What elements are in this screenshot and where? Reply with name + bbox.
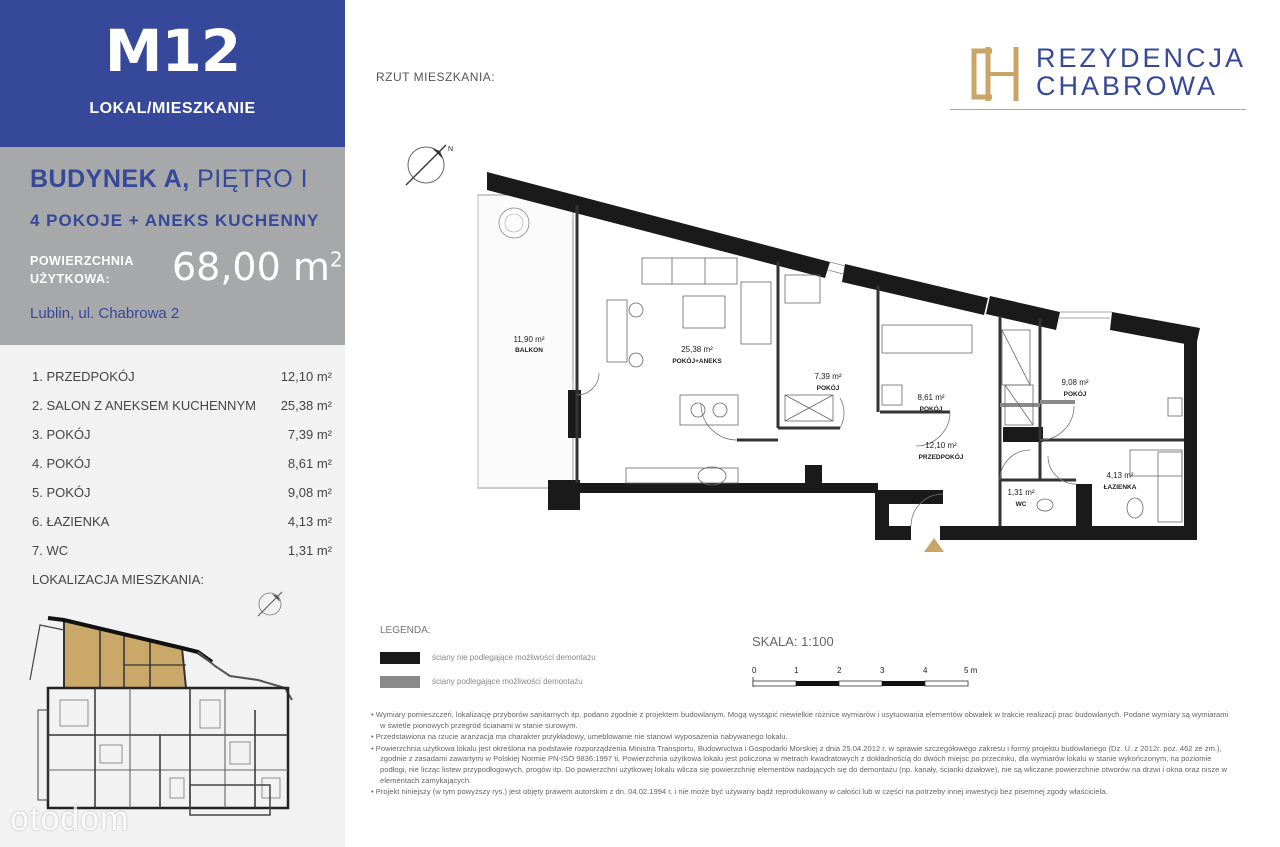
area-exponent: 2	[329, 247, 343, 272]
north-compass-icon	[258, 592, 282, 616]
plan-title: RZUT MIESZKANIA:	[376, 70, 496, 84]
windows	[573, 220, 1112, 380]
hall-area: 12,10 m²	[925, 441, 957, 450]
floor-label: PIĘTRO I	[197, 165, 309, 193]
logo-line2: CHABROWA	[1036, 71, 1219, 101]
building-name: BUDYNEK A,	[30, 165, 190, 193]
room-row	[32, 427, 332, 456]
room-area: 12,10 m²	[280, 369, 332, 384]
note-text: Wymiary pomieszczeń, lokalizację przyborów sanitarnych itp. podano zgodnie z projektem budowlanym. Mogą wystąpić niewielkie różnice wymiarów i usytuowania elementów obwałek w trakcie realizacji prac budowlanych. Podane wymiary są wymiarami w świetle pionowych przegród ścianami w stanie surowym.	[375, 710, 1229, 730]
monogram-icon	[962, 43, 1024, 105]
room-name: 4. POKÓJ	[32, 456, 91, 471]
area-label-line1: POWIERZCHNIA	[30, 254, 134, 268]
furniture	[607, 258, 1182, 522]
scale-label: SKALA: 1:100	[752, 634, 834, 649]
balcony-area: 11,90 m²	[513, 335, 545, 344]
legend-text: ściany nie podlegające możliwości demontażu	[432, 653, 596, 663]
rooms-summary: 4 POKOJE + ANEKS KUCHENNY	[30, 211, 320, 230]
watermark: otodom	[10, 800, 130, 838]
legend-title: LEGENDA:	[380, 625, 431, 636]
room3-area: 7,39 m²	[814, 372, 842, 381]
note-text: Projekt niniejszy (w tym powyższy rys.) jest objęty prawem autorskim z dn. 04.02.1994 r. i nie może być używany bądź reprodukowany w całości lub w części na potrzeby innej inwestycji bez pisemnej zgody właściciela.	[375, 787, 1108, 797]
room-row	[32, 514, 332, 543]
room-row	[32, 369, 332, 398]
north-compass-icon	[406, 145, 453, 185]
room-row	[32, 543, 332, 572]
scale-tick: 2	[837, 666, 842, 675]
scale-tick: 0	[752, 666, 757, 675]
scale-tick: 3	[880, 666, 885, 675]
room-name: 1. PRZEDPOKÓJ	[32, 369, 135, 384]
room-area: 25,38 m²	[280, 398, 332, 413]
scale-tick: 4	[923, 666, 928, 675]
note-text: Przedstawiona na rzucie aranżacja ma charakter przykładowy, umeblowanie nie stanowi wyposażenia nabywanego lokalu.	[375, 732, 788, 742]
notes	[370, 710, 1230, 799]
bath-area: 4,13 m²	[1106, 471, 1134, 480]
area-number: 68,00 m	[172, 245, 330, 289]
removable-walls	[1000, 402, 1075, 405]
wc-label: WC	[1015, 501, 1027, 508]
room-name: 7. WC	[32, 543, 69, 558]
salon-area: 25,38 m²	[681, 345, 713, 354]
floor-plan	[370, 135, 1210, 555]
room-name: 6. ŁAZIENKA	[32, 514, 110, 529]
room-area: 8,61 m²	[287, 456, 332, 471]
room4-label: POKÓJ	[919, 406, 943, 413]
room-area: 7,39 m²	[287, 427, 332, 442]
legend-swatch-fixed	[380, 652, 420, 664]
logo-underline	[950, 109, 1246, 110]
legend-swatch-removable	[380, 676, 420, 688]
scale-tick: 1	[794, 666, 799, 675]
unit-code: M12	[104, 17, 241, 85]
room4-area: 8,61 m²	[917, 393, 945, 402]
bath-label: ŁAZIENKA	[1103, 484, 1137, 491]
room-row	[32, 485, 332, 514]
area-label-line2: UŻYTKOWA:	[30, 272, 111, 286]
room-name: 3. POKÓJ	[32, 427, 91, 442]
brand-logo	[950, 33, 1250, 111]
unit-header	[0, 0, 345, 147]
note-item: • Przedstawiona na rzucie aranżacja ma charakter przykładowy, umeblowanie nie stanowi wyposażenia nabywanego lokalu.	[371, 732, 788, 742]
area-label	[30, 252, 170, 288]
unit-info	[0, 147, 345, 345]
area-value	[172, 245, 343, 289]
note-text: Powierzchnia użytkowa lokalu jest określona na podstawie rozporządzenia Ministra Transportu, Budownictwa i Gospodarki Morskiej z dnia 25.04.2012 r. w sprawie szczegółowego zakresu i formy projektu budowlanego (Dz. U. z 2012r. poz. 462 ze zm.), zgodnie z zasadami zawartymi w Polskiej Normie PN-ISO 9836:1997 ti. Powierzchnia użytkowa lokalu jest policzona w metrach kwadratowych z dokładnością do dwóch miejsc po przecinku, dla wymiarów lokalu w stanie wykończonym, na poziomie podłogi, nie licząc listew przypodłogowych, progów itp. Do powierzchni użytkowej lokalu wlicza się powierzchnię elementów nadających się do demontażu (np. kanały, ścianki działowe), nie są wliczane powierzchnie otworów na drzwi i okna oraz nisze w elementach zamykających.	[375, 743, 1227, 785]
highlighted-unit	[64, 620, 186, 688]
building-floor	[30, 165, 308, 194]
room5-label: POKÓJ	[1063, 391, 1087, 398]
room-area: 4,13 m²	[287, 514, 332, 529]
room-name: 5. POKÓJ	[32, 485, 91, 500]
unit-type: LOKAL/MIESZKANIE	[89, 100, 256, 117]
address: Lublin, ul. Chabrowa 2	[30, 305, 180, 322]
entrance-marker	[924, 538, 944, 552]
room-area: 1,31 m²	[287, 543, 332, 558]
location-title: LOKALIZACJA MIESZKANIA:	[32, 572, 204, 587]
svg-text:N: N	[448, 146, 454, 153]
balcony-label: BALKON	[515, 347, 543, 354]
wc-area: 1,31 m²	[1007, 488, 1035, 497]
scale-tick: 5 m	[964, 666, 978, 675]
legend-text: ściany podlegające możliwości demontażu	[432, 677, 583, 687]
left-panel	[0, 0, 345, 847]
room3-label: POKÓJ	[816, 385, 840, 392]
salon-label: POKÓJ+ANEKS	[672, 358, 722, 365]
room-list	[32, 369, 332, 572]
room-area: 9,08 m²	[287, 485, 332, 500]
legend-item-fixed	[380, 652, 596, 664]
room5-area: 9,08 m²	[1061, 378, 1089, 387]
note-item: • Projekt niniejszy (w tym powyższy rys.) jest objęty prawem autorskim z dn. 04.02.1994 r. i nie może być używany bądź reprodukowany w całości lub w części na potrzeby innej inwestycji bez pisemnej zgody właściciela.	[371, 787, 1108, 797]
note-item: • Powierzchnia użytkowa lokalu jest określona na podstawie rozporządzenia Ministra Transportu, Budownictwa i Gospodarki Morskiej z dnia 25.04.2012 r. w sprawie szczegółowego zakresu i formy projektu budowlanego (Dz. U. z 2012r. poz. 462 ze zm.), zgodnie z zasadami zawartymi w Polskiej Normie PN-ISO 9836:1997 ti. Powierzchnia użytkowa lokalu jest policzona w metrach kwadratowych z dokładnością do dwóch miejsc po przecinku, dla wymiarów lokalu w stanie wykończonym, na poziomie podłogi, nie licząc listew przypodłogowych, progów itp. Do powierzchni użytkowej lokalu wlicza się powierzchnię elementów nadających się do demontażu (np. kanały, ścianki działowe), nie są wliczane powierzchnie otworów na drzwi i okna oraz nisze w elementach zamykających.	[371, 743, 1227, 785]
exterior-walls	[487, 172, 1200, 540]
room-row	[32, 456, 332, 485]
room-row	[32, 398, 332, 427]
note-item: • Wymiary pomieszczeń, lokalizację przyborów sanitarnych itp. podano zgodnie z projektem budowlanym. Mogą wystąpić niewielkie różnice wymiarów i usytuowania elementów obwałek w trakcie realizacji prac budowlanych. Podane wymiary są wymiarami w świetle pionowych przegród ścianami w stanie surowym.	[371, 710, 1229, 730]
interior-walls	[577, 205, 1184, 526]
legend-item-removable	[380, 676, 583, 688]
logo-line1: REZYDENCJA	[1036, 43, 1247, 73]
scale-bar	[748, 663, 988, 693]
hall-label: PRZEDPOKÓJ	[918, 454, 964, 461]
room-name: 2. SALON Z ANEKSEM KUCHENNYM	[32, 398, 256, 413]
